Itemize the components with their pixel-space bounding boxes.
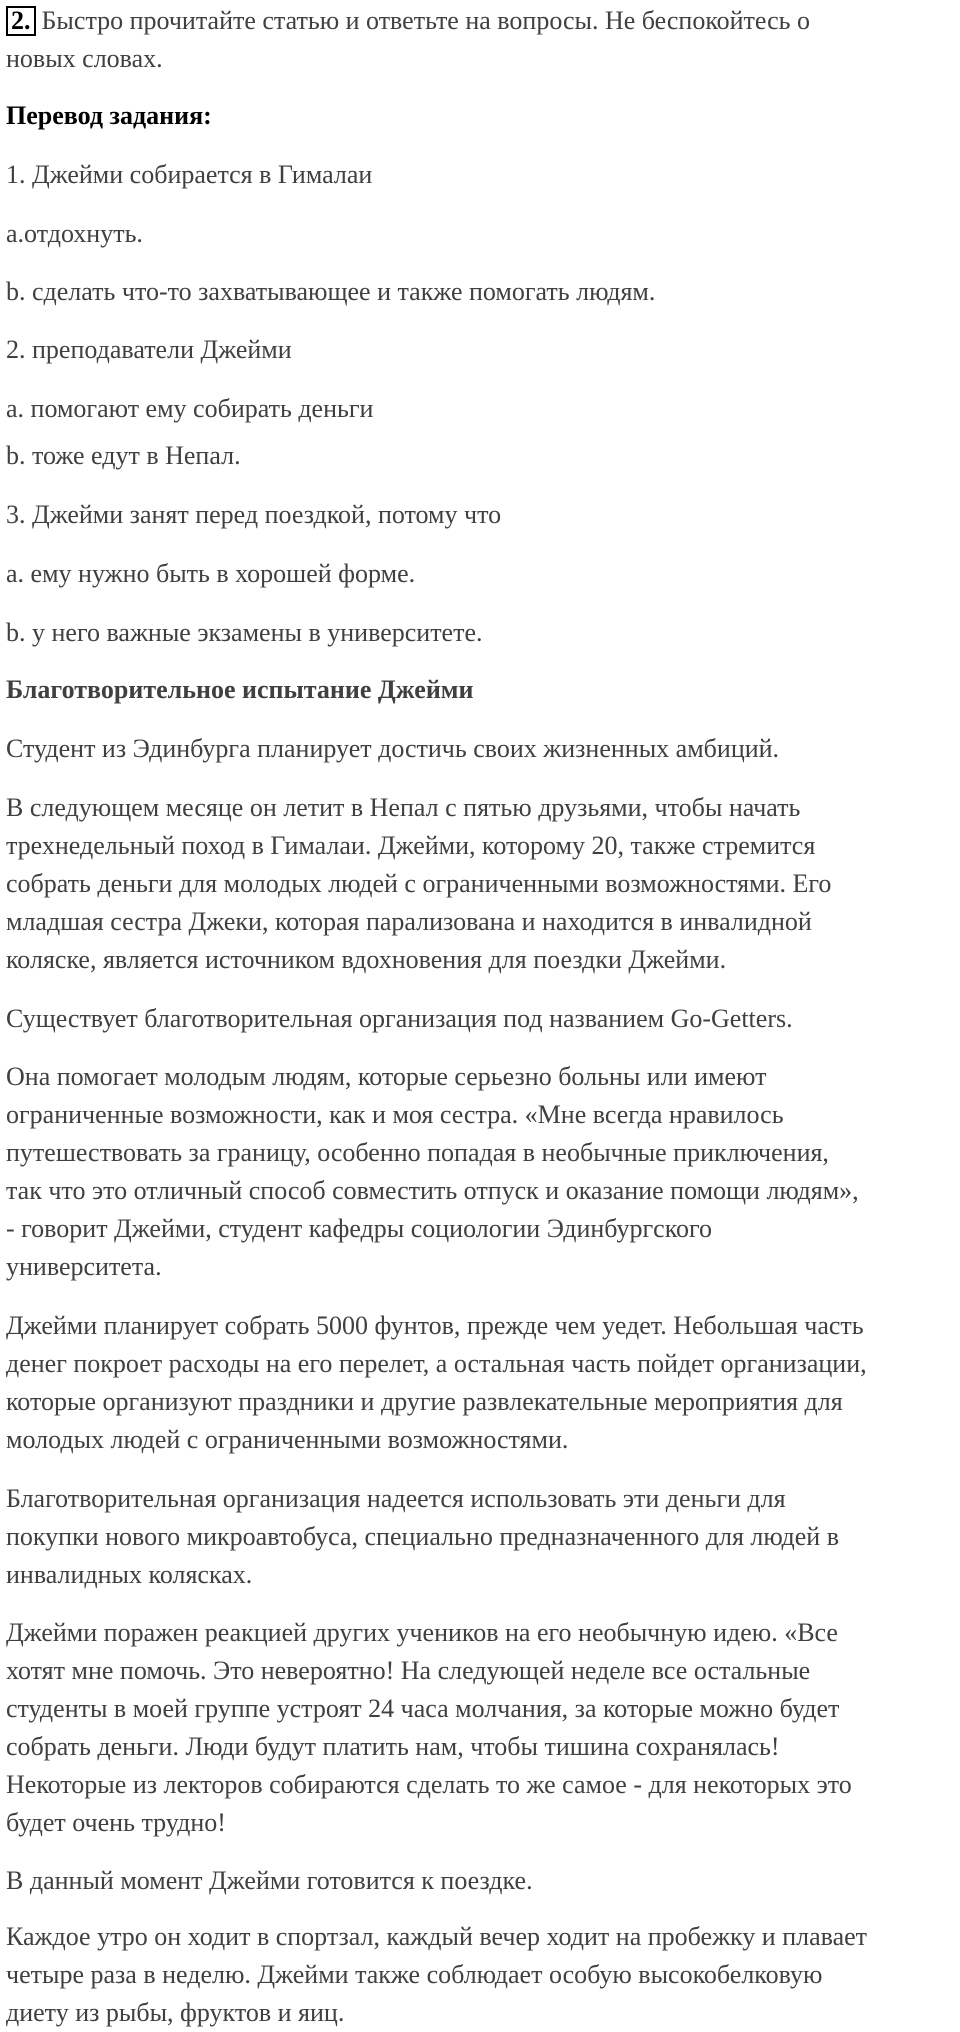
question-3-option-a: a. ему нужно быть в хорошей форме. <box>6 559 416 588</box>
paragraph-4-line-4: так что это отличный способ совместить отпуск и оказание помощи людям», <box>6 1176 859 1205</box>
question-2-option-b: b. тоже едут в Непал. <box>6 441 241 470</box>
translation-heading: Перевод задания: <box>6 101 212 130</box>
paragraph-7-line-1: Джейми поражен реакцией других учеников на его необычную идею. «Все <box>6 1618 838 1647</box>
paragraph-7-line-4: собрать деньги. Люди будут платить нам, чтобы тишина сохранялась! <box>6 1732 780 1761</box>
paragraph-4-line-5: - говорит Джейми, студент кафедры социологии Эдинбургского <box>6 1214 713 1243</box>
question-3-option-b: b. у него важные экзамены в университете. <box>6 618 483 647</box>
paragraph-7-line-3: студенты в моей группе устроят 24 часа молчания, за которые можно будет <box>6 1694 840 1723</box>
paragraph-7-line-2: хотят мне помочь. Это невероятно! На следующей неделе все остальные <box>6 1656 811 1685</box>
paragraph-2-line-1: В следующем месяце он летит в Непал с пятью друзьями, чтобы начать <box>6 793 801 822</box>
paragraph-9-line-2: четыре раза в неделю. Джейми также соблюдает особую высокобелковую <box>6 1960 823 1989</box>
paragraph-7-line-6: будет очень трудно! <box>6 1808 226 1837</box>
question-3: 3. Джейми занят перед поездкой, потому что <box>6 500 502 529</box>
paragraph-9 <box>6 1918 867 2032</box>
question-2-option-a: a. помогают ему собирать деньги <box>6 394 374 423</box>
paragraph-9-line-1: Каждое утро он ходит в спортзал, каждый вечер ходит на пробежку и плавает <box>6 1922 868 1951</box>
paragraph-9-line-3: диету из рыбы, фруктов и яиц. <box>6 1998 345 2027</box>
paragraph-7 <box>6 1614 852 1842</box>
paragraph-5-line-2: денег покроет расходы на его перелет, а остальная часть пойдет организации, <box>6 1349 867 1378</box>
task-instruction-line-2: новых словах. <box>6 44 163 73</box>
paragraph-6 <box>6 1480 839 1594</box>
question-1-option-b: b. сделать что-то захватывающее и также помогать людям. <box>6 277 656 306</box>
paragraph-6-line-3: инвалидных колясках. <box>6 1560 253 1589</box>
article-title: Благотворительное испытание Джейми <box>6 675 474 704</box>
paragraph-2 <box>6 789 831 979</box>
paragraph-4-line-2: ограниченные возможности, как и моя сестра. «Мне всегда нравилось <box>6 1100 784 1129</box>
paragraph-7-line-5: Некоторые из лекторов собираются сделать то же самое - для некоторых это <box>6 1770 852 1799</box>
paragraph-4 <box>6 1058 859 1286</box>
task-number-box: 2. <box>6 6 36 36</box>
paragraph-4-line-3: путешествовать за границу, особенно попадая в необычные приключения, <box>6 1138 829 1167</box>
question-1-option-a: a.отдохнуть. <box>6 219 143 248</box>
paragraph-1-line-1: Студент из Эдинбурга планирует достичь своих жизненных амбиций. <box>6 734 780 763</box>
task-instruction <box>6 2 810 40</box>
paragraph-5-line-1: Джейми планирует собрать 5000 фунтов, прежде чем уедет. Небольшая часть <box>6 1311 864 1340</box>
paragraph-4-line-6: университета. <box>6 1252 162 1281</box>
paragraph-6-line-2: покупки нового микроавтобуса, специально предназначенного для людей в <box>6 1522 839 1551</box>
question-2: 2. преподаватели Джейми <box>6 335 292 364</box>
paragraph-6-line-1: Благотворительная организация надеется использовать эти деньги для <box>6 1484 786 1513</box>
task-instruction-line-1: Быстро прочитайте статью и ответьте на вопросы. Не беспокойтесь о <box>41 6 810 35</box>
paragraph-2-line-5: коляске, является источником вдохновения для поездки Джейми. <box>6 945 727 974</box>
paragraph-8-line-1: В данный момент Джейми готовится к поездке. <box>6 1866 533 1895</box>
paragraph-2-line-2: трехнедельный поход в Гималаи. Джейми, которому 20, также стремится <box>6 831 816 860</box>
paragraph-4-line-1: Она помогает молодым людям, которые серьезно больны или имеют <box>6 1062 767 1091</box>
question-1: 1. Джейми собирается в Гималаи <box>6 160 373 189</box>
paragraph-5 <box>6 1307 867 1459</box>
paragraph-2-line-3: собрать деньги для молодых людей с ограниченными возможностями. Его <box>6 869 832 898</box>
paragraph-5-line-3: которые организуют праздники и другие развлекательные мероприятия для <box>6 1387 843 1416</box>
paragraph-2-line-4: младшая сестра Джеки, которая парализована и находится в инвалидной <box>6 907 812 936</box>
paragraph-3-line-1: Существует благотворительная организация под названием Go-Getters. <box>6 1004 793 1033</box>
paragraph-5-line-4: молодых людей с ограниченными возможностями. <box>6 1425 569 1454</box>
